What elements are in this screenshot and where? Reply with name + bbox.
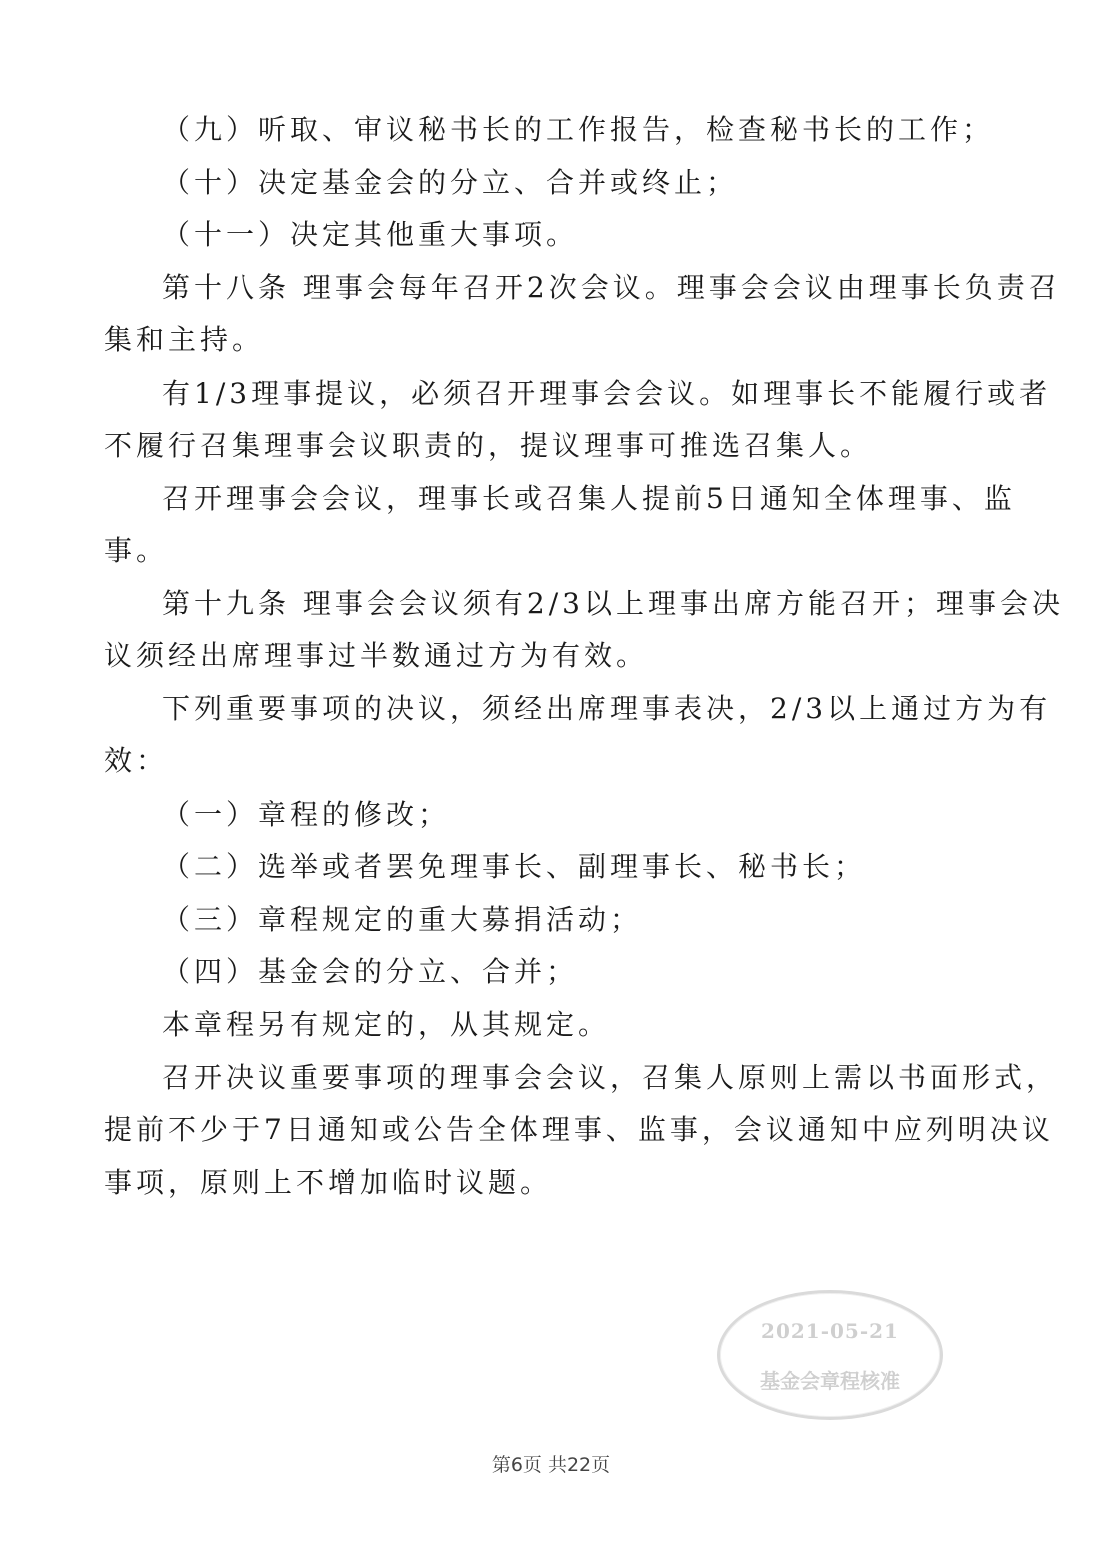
text-line: （四）基金会的分立、合并； bbox=[162, 955, 579, 988]
text-line: （十）决定基金会的分立、合并或终止； bbox=[162, 166, 739, 199]
text-line: （十一）决定其他重大事项。 bbox=[162, 218, 579, 251]
text-line: 第十九条 理事会会议须有2/3以上理事出席方能召开；理事会决 bbox=[162, 587, 1064, 620]
text-line: 本章程另有规定的，从其规定。 bbox=[162, 1008, 611, 1041]
text-line: （二）选举或者罢免理事长、副理事长、秘书长； bbox=[162, 850, 867, 883]
text-line: 集和主持。 bbox=[104, 323, 265, 356]
text-line: 事。 bbox=[104, 534, 169, 567]
approval-stamp bbox=[717, 1290, 943, 1420]
text-line: 第十八条 理事会每年召开2次会议。理事会会议由理事长负责召 bbox=[162, 271, 1061, 304]
text-line: 提前不少于7日通知或公告全体理事、监事，会议通知中应列明决议 bbox=[104, 1113, 1054, 1146]
stamp-date: 2021-05-21 bbox=[761, 1319, 899, 1343]
text-line: 下列重要事项的决议，须经出席理事表决，2/3以上通过方为有 bbox=[162, 692, 1052, 725]
text-line: 效： bbox=[104, 744, 169, 777]
text-line: 召开决议重要事项的理事会会议，召集人原则上需以书面形式， bbox=[162, 1061, 1059, 1094]
text-line: （一）章程的修改； bbox=[162, 798, 451, 831]
page-number: 第6页 共22页 bbox=[491, 1454, 611, 1476]
text-line: 事项，原则上不增加临时议题。 bbox=[104, 1166, 553, 1199]
text-line: 议须经出席理事过半数通过方为有效。 bbox=[104, 639, 649, 672]
text-line: 有1/3理事提议，必须召开理事会会议。如理事长不能履行或者 bbox=[162, 377, 1052, 410]
text-line: 不履行召集理事会议职责的，提议理事可推选召集人。 bbox=[104, 429, 873, 462]
text-line: 召开理事会会议，理事长或召集人提前5日通知全体理事、监 bbox=[162, 482, 1016, 515]
text-line: （三）章程规定的重大募捐活动； bbox=[162, 903, 643, 936]
text-line: （九）听取、审议秘书长的工作报告，检查秘书长的工作； bbox=[162, 113, 995, 146]
stamp-text: 基金会章程核准 bbox=[760, 1369, 900, 1393]
